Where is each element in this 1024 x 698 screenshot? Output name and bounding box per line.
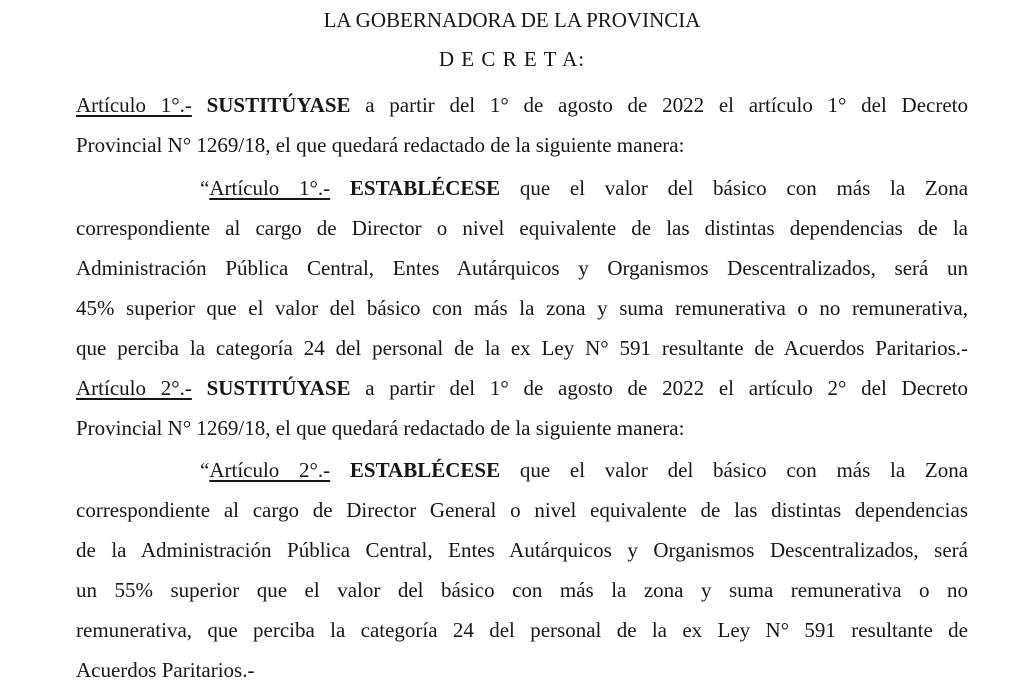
quoted-article-2-line-4: un 55% superior que el valor del básico con más la zona y suma remunerativa o no	[76, 578, 968, 602]
quoted-article-1-line-2: correspondiente al cargo de Director o nivel equivalente de las distintas dependencias de la	[76, 216, 968, 240]
quoted-article-2-line-3: de la Administración Pública Central, Entes Autárquicos y Organismos Descentralizados, será	[76, 538, 968, 562]
quoted-article-2-line-1	[200, 457, 968, 483]
quoted-article-2-label: Artículo 2°.-	[209, 458, 331, 482]
article-2-label: Artículo 2°.-	[76, 376, 192, 400]
article-1-label: Artículo 1°.-	[76, 93, 192, 117]
quoted-article-1-line-4: 45% superior que el valor del básico con más la zona y suma remunerativa o no remunerativa,	[76, 296, 968, 320]
article-2-line-1	[76, 375, 968, 401]
article-1-line-2: Provincial N° 1269/18, el que quedará redactado de la siguiente manera:	[76, 133, 685, 157]
decreta-heading: D E C R E T A:	[438, 47, 586, 71]
article-2-line-2: Provincial N° 1269/18, el que quedará redactado de la siguiente manera:	[76, 416, 685, 440]
article-2-line-1-text: a partir del 1° de agosto de 2022 el artículo 2° del Decreto	[365, 376, 968, 400]
quoted-article-1-line-3: Administración Pública Central, Entes Autárquicos y Organismos Descentralizados, será un	[76, 256, 968, 280]
quoted-article-2-verb: ESTABLÉCESE	[349, 458, 501, 482]
quoted-article-2-line-6: Acuerdos Paritarios.-	[76, 658, 255, 682]
quoted-article-2-line-1-text: que el valor del básico con más la Zona	[519, 458, 969, 482]
opening-quote: “	[200, 458, 210, 482]
article-1-verb: SUSTITÚYASE	[206, 93, 351, 117]
article-1-line-1-text: a partir del 1° de agosto de 2022 el artículo 1° del Decreto	[365, 93, 968, 117]
article-1-line-1	[76, 92, 968, 118]
quoted-article-2-line-2: correspondiente al cargo de Director General o nivel equivalente de las distintas dependencias	[76, 498, 968, 522]
quoted-article-1-line-5: que perciba la categoría 24 del personal de la ex Ley N° 591 resultante de Acuerdos Paritarios.-	[76, 336, 968, 360]
quoted-article-1-label: Artículo 1°.-	[209, 176, 331, 200]
quoted-article-1-line-1-text: que el valor del básico con más la Zona	[519, 176, 969, 200]
quoted-article-2-line-5: remunerativa, que perciba la categoría 24 del personal de la ex Ley N° 591 resultante de	[76, 618, 968, 642]
quoted-article-1-verb: ESTABLÉCESE	[349, 176, 501, 200]
quoted-article-1-line-1	[200, 175, 968, 201]
article-2-verb: SUSTITÚYASE	[206, 376, 351, 400]
opening-quote: “	[200, 176, 210, 200]
decree-issuer-title: LA GOBERNADORA DE LA PROVINCIA	[323, 8, 701, 32]
